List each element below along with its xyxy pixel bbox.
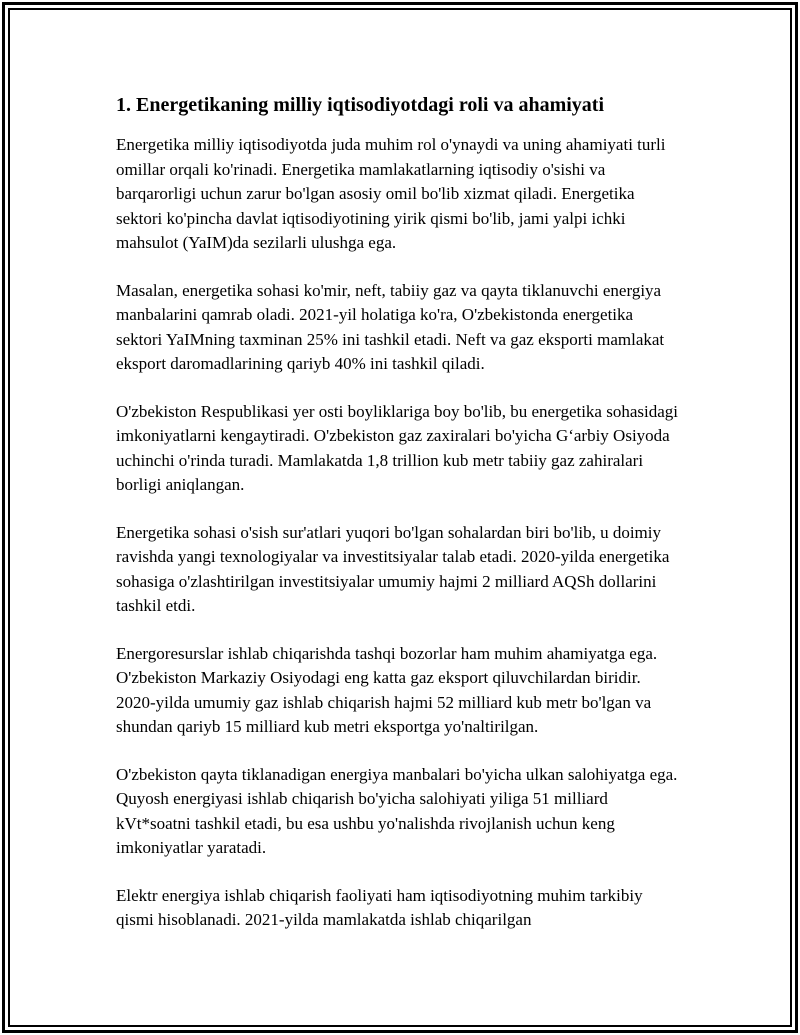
paragraph-6: O'zbekiston qayta tiklanadigan energiya manbalari bo'yicha ulkan salohiyatga ega. Quyosh energiyasi ishlab chiqarish bo'yicha salohiyati yiliga 51 milliard kVt*soatni tashkil etadi, bu esa ushbu yo'nalishda rivojlanish uchun keng imkoniyatlar yaratadi.	[116, 764, 678, 857]
paragraph-2: Masalan, energetika sohasi ko'mir, neft, tabiiy gaz va qayta tiklanuvchi energiya manbalarini qamrab oladi. 2021-yil holatiga ko'ra, O'zbekistonda energetika sektori YaIMning taxminan 25% ini tashkil etadi. Neft va gaz eksporti mamlakat eksport daromadlarining qariyb 40% ini tashkil qiladi.	[116, 280, 665, 373]
paragraph-7: Elektr energiya ishlab chiqarish faoliyati ham iqtisodiyotning muhim tarkibiy qismi hisoblanadi. 2021-yilda mamlakatda ishlab chiqarilgan	[116, 885, 643, 929]
paragraph-5: Energoresurslar ishlab chiqarishda tashqi bozorlar ham muhim ahamiyatga ega. O'zbekiston Markaziy Osiyodagi eng katta gaz eksport qiluvchilardan biridir. 2020-yilda umumiy gaz ishlab chiqarish hajmi 52 milliard kub metr bo'lgan va shundan qariyb 15 milliard kub metri eksportga yo'naltirilgan.	[116, 643, 658, 736]
paragraph-1: Energetika milliy iqtisodiyotda juda muhim rol o'ynaydi va uning ahamiyati turli omillar orqali ko'rinadi. Energetika mamlakatlarning iqtisodiy o'sishi va barqarorligi uchun zarur bo'lgan asosiy omil bo'lib xizmat qiladi. Energetika sektori ko'pincha davlat iqtisodiyotining yirik qismi bo'lib, jami yalpi ichki mahsulot (YaIM)da sezilarli ulushga ega.	[116, 135, 666, 252]
paragraph-4: Energetika sohasi o'sish sur'atlari yuqori bo'lgan sohalardan biri bo'lib, u doimiy ravishda yangi texnologiyalar va investitsiyalar talab etadi. 2020-yilda energetika sohasiga o'zlashtirilgan investitsiyalar umumiy hajmi 2 milliard AQSh dollarini tashkil etdi.	[116, 522, 670, 615]
document-title: 1. Energetikaning milliy iqtisodiyotdagi roli va ahamiyati	[116, 94, 605, 116]
paragraph-3: O'zbekiston Respublikasi yer osti boyliklariga boy bo'lib, bu energetika sohasidagi imkoniyatlarni kengaytiradi. O'zbekiston gaz zaxiralari bo'yicha G‘arbiy Osiyoda uchinchi o'rinda turadi. Mamlakatda 1,8 trillion kub metr tabiiy gaz zahiralari borligi aniqlangan.	[116, 401, 678, 494]
